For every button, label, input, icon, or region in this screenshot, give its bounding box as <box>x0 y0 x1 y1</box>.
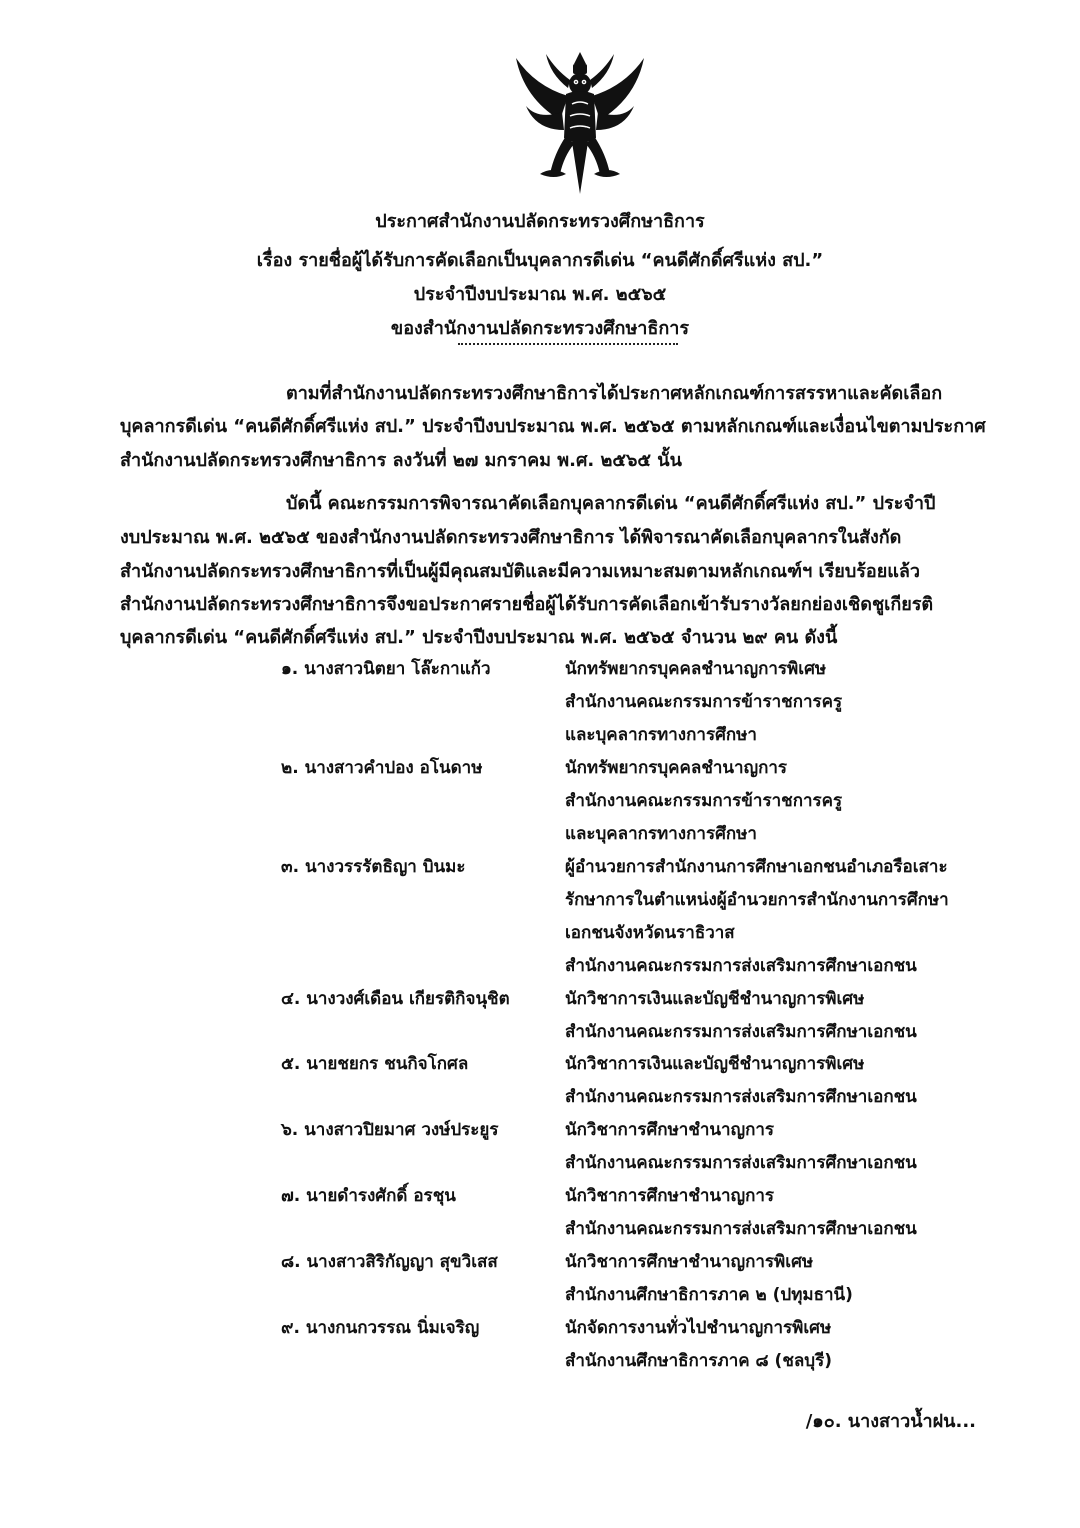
recipient-position: ผู้อำนวยการสำนักงานการศึกษาเอกชนอำเภอรือเสาะ <box>565 857 948 877</box>
paragraph-2-line: งบประมาณ พ.ศ. ๒๕๖๕ ของสำนักงานปลัดกระทรวงศึกษาธิการ ได้พิจารณาคัดเลือกบุคลากรในสังกัด <box>120 527 902 548</box>
recipient-name: ๗. นายดำรงศักดิ์ อรชุน <box>281 1186 456 1206</box>
recipient-name: ๘. นางสาวสิริกัญญา สุขวิเสส <box>281 1252 498 1272</box>
recipient-affiliation: และบุคลากรทางการศึกษา <box>565 824 757 844</box>
paragraph-2-line: บัดนี้ คณะกรรมการพิจารณาคัดเลือกบุคลากรดีเด่น “คนดีศักดิ์ศรีแห่ง สป.” ประจำปี <box>286 493 936 514</box>
recipient-name: ๖. นางสาวปิยมาศ วงษ์ประยูร <box>281 1120 499 1140</box>
recipient-position: นักจัดการงานทั่วไปชำนาญการพิเศษ <box>565 1318 832 1338</box>
recipient-position: รักษาการในตำแหน่งผู้อำนวยการสำนักงานการศึกษา <box>565 890 949 910</box>
recipient-name: ๓. นางวรรรัตธิญา บินมะ <box>281 857 466 877</box>
recipient-name: ๒. นางสาวคำปอง อโนดาษ <box>281 758 483 778</box>
recipient-name: ๑. นางสาวนิตยา โล๊ะกาแก้ว <box>281 659 491 679</box>
recipient-name: ๕. นายชยกร ชนกิจโกศล <box>281 1054 469 1074</box>
recipient-position: นักทรัพยากรบุคคลชำนาญการพิเศษ <box>565 659 827 679</box>
recipient-affiliation: สำนักงานคณะกรรมการส่งเสริมการศึกษาเอกชน <box>565 956 917 976</box>
recipient-affiliation: และบุคลากรทางการศึกษา <box>565 725 757 745</box>
announcement-title: ประกาศสำนักงานปลัดกระทรวงศึกษาธิการ <box>375 211 705 232</box>
paragraph-1-line: บุคลากรดีเด่น “คนดีศักดิ์ศรีแห่ง สป.” ประจำปีงบประมาณ พ.ศ. ๒๕๖๕ ตามหลักเกณฑ์และเงื่อนไขตามประกาศ <box>120 416 986 437</box>
recipient-name: ๔. นางวงศ์เดือน เกียรติกิจนุชิต <box>281 989 510 1009</box>
recipient-affiliation: สำนักงานคณะกรรมการส่งเสริมการศึกษาเอกชน <box>565 1153 917 1173</box>
dotted-divider <box>458 343 678 345</box>
announcement-issuer: ของสำนักงานปลัดกระทรวงศึกษาธิการ <box>390 318 690 339</box>
recipient-name: ๙. นางกนกวรรณ นิ่มเจริญ <box>281 1318 480 1338</box>
recipient-position: นักวิชาการศึกษาชำนาญการ <box>565 1120 775 1140</box>
paragraph-2-line: บุคลากรดีเด่น “คนดีศักดิ์ศรีแห่ง สป.” ประจำปีงบประมาณ พ.ศ. ๒๕๖๕ จำนวน ๒๙ คน ดังนี้ <box>120 627 838 648</box>
recipient-position: นักวิชาการเงินและบัญชีชำนาญการพิเศษ <box>565 989 865 1009</box>
recipient-position: นักวิชาการศึกษาชำนาญการ <box>565 1186 775 1206</box>
announcement-subject: เรื่อง รายชื่อผู้ได้รับการคัดเลือกเป็นบุคลากรดีเด่น “คนดีศักดิ์ศรีแห่ง สป.” <box>256 250 824 271</box>
paragraph-1-line: ตามที่สำนักงานปลัดกระทรวงศึกษาธิการได้ประกาศหลักเกณฑ์การสรรหาและคัดเลือก <box>286 383 943 404</box>
continuation-note: /๑๐. นางสาวน้ำฝน... <box>805 1411 976 1432</box>
recipient-position: นักวิชาการศึกษาชำนาญการพิเศษ <box>565 1252 814 1272</box>
recipient-affiliation: สำนักงานคณะกรรมการส่งเสริมการศึกษาเอกชน <box>565 1219 917 1239</box>
recipient-affiliation: สำนักงานคณะกรรมการส่งเสริมการศึกษาเอกชน <box>565 1087 917 1107</box>
recipient-position: นักทรัพยากรบุคคลชำนาญการ <box>565 758 788 778</box>
garuda-emblem-icon <box>510 34 650 196</box>
recipient-affiliation: สำนักงานคณะกรรมการส่งเสริมการศึกษาเอกชน <box>565 1022 917 1042</box>
recipient-position: นักวิชาการเงินและบัญชีชำนาญการพิเศษ <box>565 1054 865 1074</box>
recipient-position: เอกชนจังหวัดนราธิวาส <box>565 923 735 943</box>
recipient-affiliation: สำนักงานศึกษาธิการภาค ๒ (ปทุมธานี) <box>565 1285 853 1305</box>
paragraph-2-line: สำนักงานปลัดกระทรวงศึกษาธิการจึงขอประกาศรายชื่อผู้ได้รับการคัดเลือกเข้ารับรางวัลยกย่องเชิดชูเกียรติ <box>120 594 934 615</box>
announcement-fiscal-year: ประจำปีงบประมาณ พ.ศ. ๒๕๖๕ <box>413 284 667 305</box>
recipient-affiliation: สำนักงานคณะกรรมการข้าราชการครู <box>565 791 843 811</box>
paragraph-1-line: สำนักงานปลัดกระทรวงศึกษาธิการ ลงวันที่ ๒๗ มกราคม พ.ศ. ๒๕๖๕ นั้น <box>120 450 682 471</box>
recipient-affiliation: สำนักงานคณะกรรมการข้าราชการครู <box>565 692 843 712</box>
paragraph-2-line: สำนักงานปลัดกระทรวงศึกษาธิการที่เป็นผู้มีคุณสมบัติและมีความเหมาะสมตามหลักเกณฑ์ฯ เรียบร้อยแล้ว <box>120 561 921 582</box>
recipient-affiliation: สำนักงานศึกษาธิการภาค ๘ (ชลบุรี) <box>565 1351 832 1371</box>
